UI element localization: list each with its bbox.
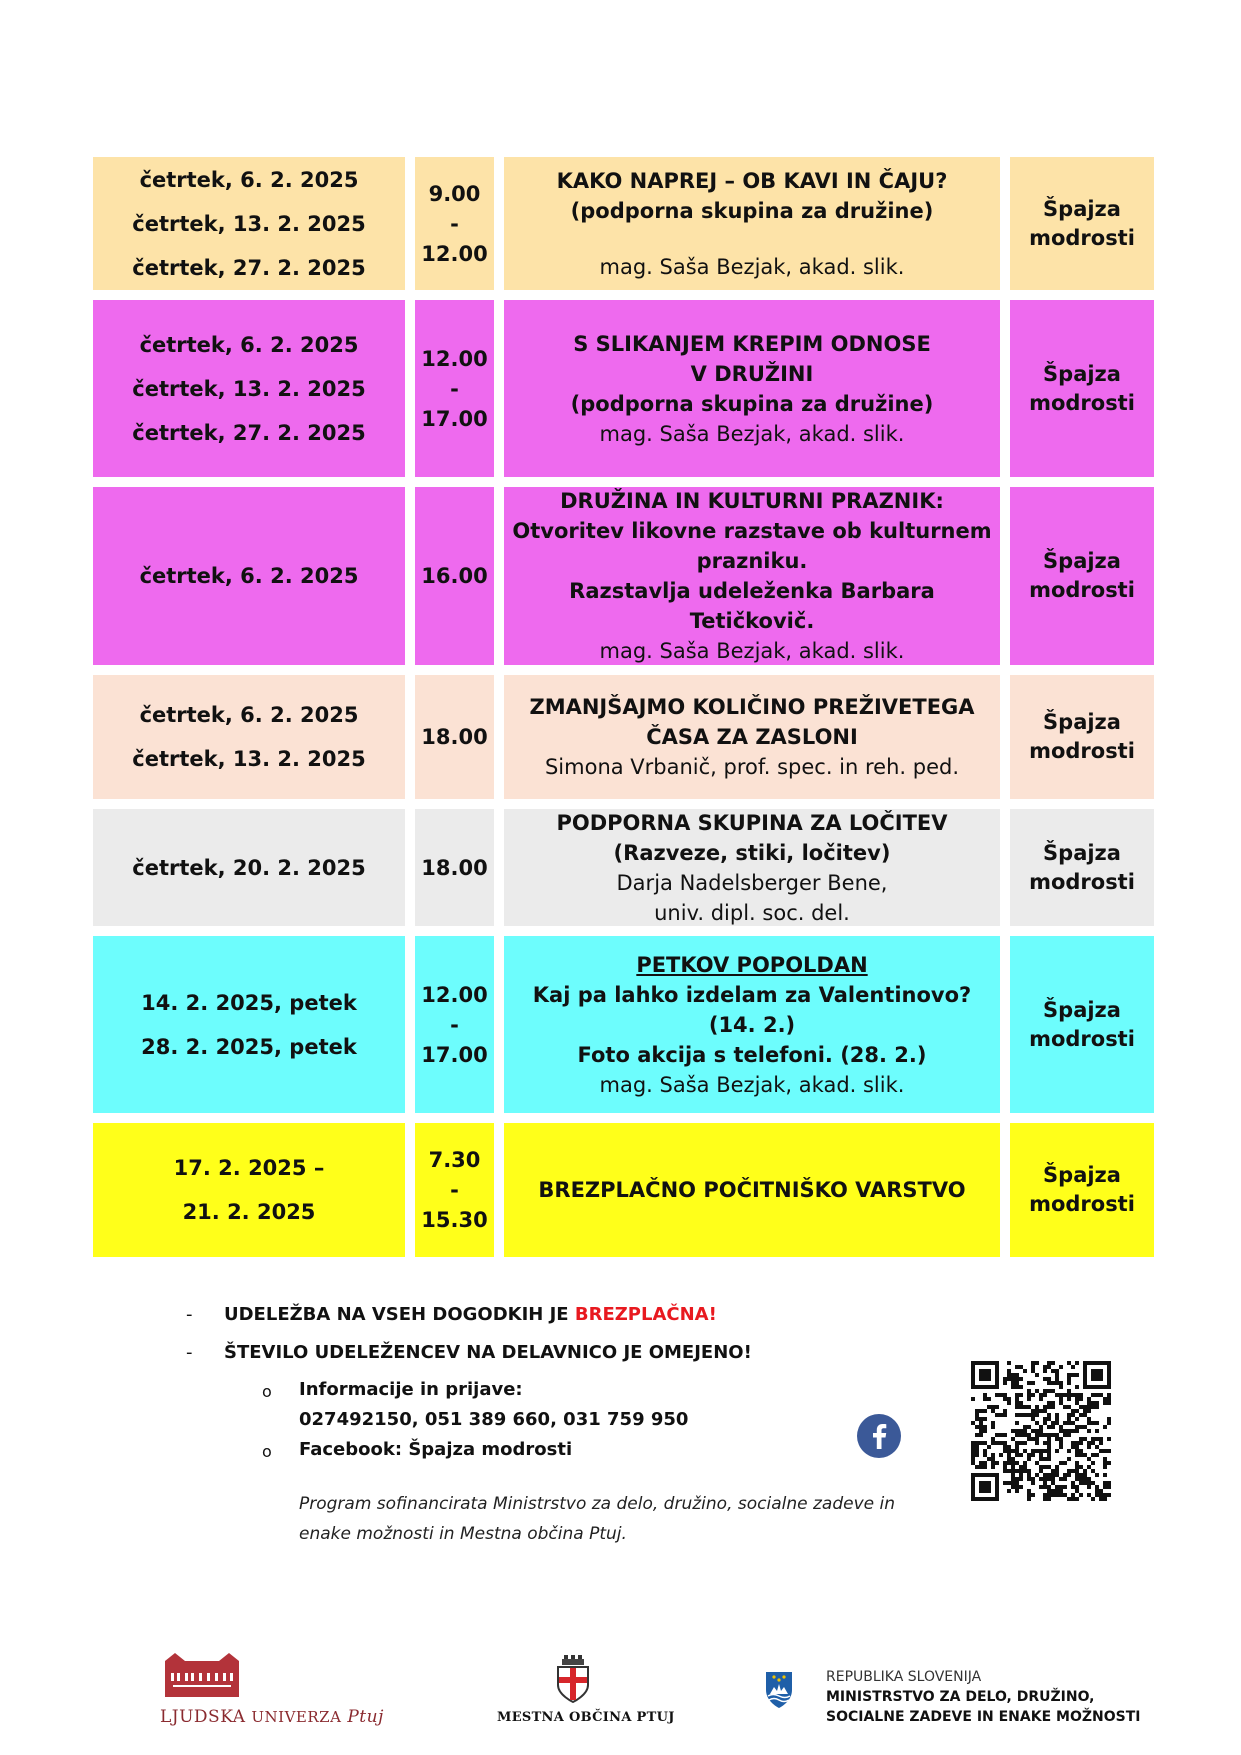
event-subtitle: prazniku. — [696, 549, 808, 573]
event-location: modrosti — [1029, 1026, 1135, 1051]
event-row — [93, 675, 1154, 799]
event-row — [93, 487, 1154, 665]
event-time: 15.30 — [421, 1208, 488, 1232]
event-subtitle: V DRUŽINI — [690, 361, 814, 386]
event-location-cell — [1010, 1123, 1154, 1257]
note-text: UDELEŽBA NA VSEH DOGODKIH JE — [224, 1304, 575, 1325]
event-time: 17.00 — [421, 1042, 488, 1067]
event-location-cell — [1010, 157, 1154, 290]
event-location-cell — [1010, 300, 1154, 477]
event-title-cell — [504, 809, 1000, 926]
event-time-cell — [415, 675, 494, 799]
event-date: četrtek, 13. 2. 2025 — [132, 376, 366, 401]
bullet-circle: o — [262, 1442, 272, 1461]
event-location: modrosti — [1029, 739, 1135, 763]
event-date: četrtek, 20. 2. 2025 — [132, 855, 366, 880]
info-label: Informacije in prijave: — [299, 1379, 523, 1400]
event-date-cell — [93, 487, 405, 665]
event-time: - — [450, 1012, 459, 1037]
event-title: PODPORNA SKUPINA ZA LOČITEV — [556, 810, 948, 835]
event-date: četrtek, 6. 2. 2025 — [139, 167, 359, 192]
funding-line-1: Program sofinancirata Ministrstvo za delo, družino, socialne zadeve in — [299, 1494, 895, 1514]
event-subtitle: (podporna skupina za družine) — [570, 391, 934, 416]
event-subtitle: (Razveze, stiki, ločitev) — [613, 840, 891, 865]
event-date: četrtek, 6. 2. 2025 — [139, 332, 359, 357]
event-title: KAKO NAPREJ – OB KAVI IN ČAJU? — [556, 168, 948, 193]
event-location: Špajza — [1043, 997, 1121, 1022]
facebook-text: Facebook: Špajza modrosti — [299, 1439, 573, 1460]
event-subtitle: Razstavlja udeleženka Barbara Tetičkovič. — [569, 579, 935, 633]
note-free-attendance — [224, 1304, 717, 1325]
event-time: 12.00 — [421, 982, 488, 1007]
event-title: ZMANJŠAJMO KOLIČINO PREŽIVETEGA — [529, 695, 975, 719]
bullet-dash: - — [186, 1304, 193, 1325]
event-time: 18.00 — [421, 725, 488, 749]
event-location: Špajza — [1043, 710, 1121, 734]
event-title-cell — [504, 300, 1000, 477]
event-date: četrtek, 27. 2. 2025 — [132, 420, 366, 445]
note-limited-spots: ŠTEVILO UDELEŽENCEV NA DELAVNICO JE OMEJENO! — [224, 1342, 752, 1363]
event-title-cell — [504, 1123, 1000, 1257]
event-title-cell — [504, 675, 1000, 799]
event-time: 12.00 — [421, 241, 488, 266]
event-location: modrosti — [1029, 390, 1135, 415]
event-presenter: univ. dipl. soc. del. — [654, 900, 850, 925]
event-time: 16.00 — [421, 564, 488, 588]
event-row — [93, 300, 1154, 477]
event-title: PETKOV POPOLDAN — [636, 952, 868, 977]
event-presenter: Simona Vrbanič, prof. spec. in reh. ped. — [544, 755, 960, 779]
event-presenter: mag. Saša Bezjak, akad. slik. — [599, 1072, 905, 1097]
event-row — [93, 936, 1154, 1113]
event-location: Špajza — [1043, 840, 1121, 865]
event-date: 21. 2. 2025 — [182, 1200, 316, 1224]
event-title: DRUŽINA IN KULTURNI PRAZNIK: — [560, 489, 944, 513]
event-time: 9.00 — [428, 181, 481, 206]
event-time: - — [450, 211, 459, 236]
ljudska-univerza-wordmark — [160, 1707, 384, 1727]
event-time: 18.00 — [421, 855, 488, 880]
mop-wordmark: MESTNA OBČINA PTUJ — [497, 1710, 675, 1725]
event-presenter: Darja Nadelsberger Bene, — [616, 870, 888, 895]
event-date: četrtek, 13. 2. 2025 — [132, 747, 366, 771]
event-time: 7.30 — [428, 1148, 481, 1172]
event-location: Špajza — [1043, 196, 1121, 221]
slovenia-coat-of-arms-icon — [764, 1670, 794, 1710]
event-date-cell — [93, 936, 405, 1113]
event-row — [93, 1123, 1154, 1257]
event-date-cell — [93, 157, 405, 290]
event-location: modrosti — [1029, 1192, 1135, 1216]
event-date-cell — [93, 1123, 405, 1257]
event-date: četrtek, 6. 2. 2025 — [139, 564, 359, 588]
event-date-cell — [93, 675, 405, 799]
event-time: - — [450, 1178, 459, 1202]
event-title: BREZPLAČNO POČITNIŠKO VARSTVO — [538, 1178, 966, 1202]
lu-ljudska: LJUDSKA — [160, 1707, 246, 1727]
event-time-cell — [415, 936, 494, 1113]
event-location: modrosti — [1029, 578, 1135, 602]
event-date: četrtek, 6. 2. 2025 — [139, 703, 359, 727]
event-subtitle: ČASA ZA ZASLONI — [646, 725, 858, 749]
event-date-cell — [93, 809, 405, 926]
rs-line-1: REPUBLIKA SLOVENIJA — [826, 1669, 982, 1685]
event-time: 12.00 — [421, 346, 488, 371]
qr-code-icon — [971, 1361, 1111, 1501]
event-time: 17.00 — [421, 406, 488, 431]
ljudska-univerza-logo-icon — [163, 1653, 241, 1699]
event-location: Špajza — [1043, 361, 1121, 386]
event-time: - — [450, 376, 459, 401]
event-subtitle: (14. 2.) — [708, 1012, 796, 1037]
facebook-icon[interactable] — [857, 1414, 901, 1458]
event-title-cell — [504, 936, 1000, 1113]
bullet-dash: - — [186, 1342, 193, 1363]
free-highlight: BREZPLAČNA! — [574, 1304, 717, 1325]
event-location: modrosti — [1029, 225, 1135, 250]
event-subtitle: Foto akcija s telefoni. (28. 2.) — [577, 1042, 927, 1067]
event-location: Špajza — [1043, 549, 1121, 573]
event-location-cell — [1010, 675, 1154, 799]
event-row — [93, 809, 1154, 926]
event-location: modrosti — [1029, 869, 1135, 894]
ministry-wordmark — [826, 1667, 1140, 1727]
event-time-cell — [415, 487, 494, 665]
event-title: S SLIKANJEM KREPIM ODNOSE — [573, 331, 931, 356]
event-time-cell — [415, 300, 494, 477]
event-date-cell — [93, 300, 405, 477]
mop-crest-icon — [555, 1655, 591, 1703]
event-subtitle: Kaj pa lahko izdelam za Valentinovo? — [532, 982, 972, 1007]
event-date: 28. 2. 2025, petek — [141, 1034, 357, 1059]
event-date: 14. 2. 2025, petek — [141, 990, 357, 1015]
event-location: Špajza — [1043, 1163, 1121, 1187]
event-date: četrtek, 13. 2. 2025 — [132, 211, 366, 236]
event-presenter: mag. Saša Bezjak, akad. slik. — [599, 254, 905, 279]
lu-ptuj: Ptuj — [347, 1707, 384, 1727]
event-time-cell — [415, 809, 494, 926]
event-location-cell — [1010, 936, 1154, 1113]
event-location-cell — [1010, 809, 1154, 926]
funding-line-2: enake možnosti in Mestna občina Ptuj. — [299, 1524, 627, 1544]
event-time-cell — [415, 157, 494, 290]
event-date: četrtek, 27. 2. 2025 — [132, 255, 366, 280]
event-title-cell — [504, 157, 1000, 290]
phone-numbers: 027492150, 051 389 660, 031 759 950 — [299, 1409, 689, 1430]
lu-univerza: UNIVERZA — [251, 1708, 342, 1726]
bullet-circle: o — [262, 1382, 272, 1401]
event-time-cell — [415, 1123, 494, 1257]
rs-line-3: SOCIALNE ZADEVE IN ENAKE MOŽNOSTI — [826, 1709, 1141, 1725]
rs-line-2: MINISTRSTVO ZA DELO, DRUŽINO, — [826, 1689, 1095, 1705]
event-date: 17. 2. 2025 – — [173, 1156, 325, 1180]
event-presenter: mag. Saša Bezjak, akad. slik. — [599, 421, 905, 446]
event-title-cell — [504, 487, 1000, 665]
event-presenter: mag. Saša Bezjak, akad. slik. — [599, 639, 905, 663]
event-subtitle: Otvoritev likovne razstave ob kulturnem — [512, 519, 992, 543]
event-row — [93, 157, 1154, 290]
event-subtitle: (podporna skupina za družine) — [570, 198, 934, 223]
event-location-cell — [1010, 487, 1154, 665]
